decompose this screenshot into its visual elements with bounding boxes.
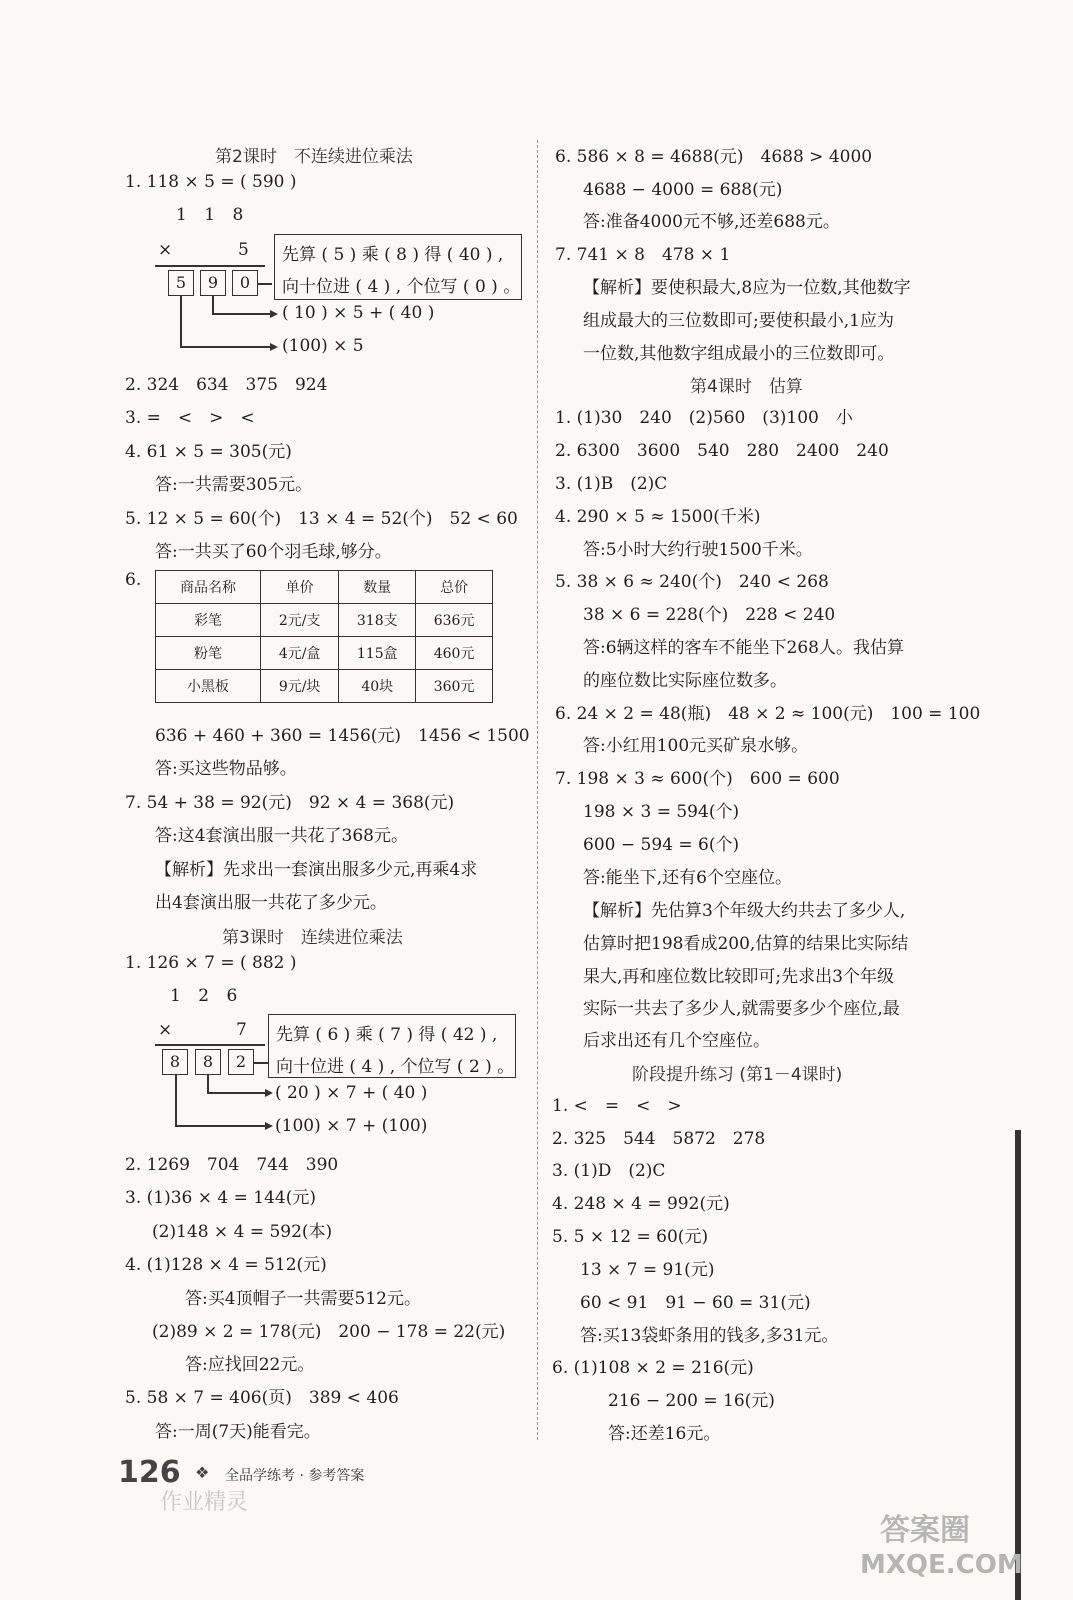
l2-q7-analysis-1: 【解析】先求出一套演出服多少元,再乘4求	[155, 860, 478, 880]
l2-arrow2-horizontal	[180, 346, 272, 348]
l2-box-line2: 向十位进 ( 4 ) , 个位写 ( 0 ) 。	[282, 277, 521, 297]
l2-arrow1-head	[270, 310, 278, 318]
table-cell: 2元/支	[260, 604, 338, 637]
s-q6: 6. (1)108 × 2 = 216(元)	[552, 1358, 754, 1378]
l3-arrow2-vertical	[175, 1075, 177, 1126]
l2-arrow2-label: (100) × 5	[282, 336, 364, 356]
l2-underline	[155, 265, 265, 267]
l4-q7-analysis-2: 估算时把198看成200,估算的结果比实际结	[583, 934, 909, 954]
s-q1: 1. < = < >	[552, 1096, 682, 1116]
l4-q7-calc2: 600 − 594 = 6(个)	[583, 835, 740, 855]
table-cell: 彩笔	[156, 604, 261, 637]
table-header-row	[156, 571, 493, 604]
l2-q7: 7. 54 + 38 = 92(元) 92 × 4 = 368(元)	[125, 793, 455, 813]
table-cell: 318支	[339, 604, 416, 637]
table-cell: 小黑板	[156, 670, 261, 703]
l3-q2: 2. 1269 704 744 390	[125, 1155, 339, 1175]
l2-q6-number: 6.	[125, 570, 142, 590]
l3-multiplier: 7	[236, 1020, 247, 1040]
l2-q5: 5. 12 × 5 = 60(个) 13 × 4 = 52(个) 52 < 60	[125, 509, 518, 529]
heading-lesson-4: 第4课时 估算	[690, 377, 803, 397]
l4-q5-answer-2: 的座位数比实际座位数多。	[583, 671, 787, 691]
l4-q4: 4. 290 × 5 ≈ 1500(千米)	[555, 507, 761, 527]
l2-q7-answer: 答:这4套演出服一共花了368元。	[155, 826, 408, 846]
l2-digits-top: 1 1 8	[176, 205, 250, 225]
l4-q5-answer-1: 答:6辆这样的客车不能坐下268人。我估算	[583, 638, 904, 658]
l2-q4-answer: 答:一共需要305元。	[155, 475, 313, 495]
l3-arrow2-horizontal	[175, 1125, 267, 1127]
l3-q5-answer: 答:一周(7天)能看完。	[155, 1422, 321, 1442]
heading-lesson-3: 第3课时 连续进位乘法	[222, 928, 403, 948]
page-number: 126	[118, 1455, 181, 1490]
l3-arrow1-label: ( 20 ) × 7 + ( 40 )	[275, 1083, 428, 1103]
s-q5: 5. 5 × 12 = 60(元)	[552, 1227, 709, 1247]
table-cell: 115盒	[339, 637, 416, 670]
heading-lesson-2: 第2课时 不连续进位乘法	[215, 147, 413, 167]
l2-q4: 4. 61 × 5 = 305(元)	[125, 442, 292, 462]
l3-q4-part2: (2)89 × 2 = 178(元) 200 − 178 = 22(元)	[152, 1322, 506, 1342]
table-cell: 9元/块	[260, 670, 338, 703]
l3-arrow2-label: (100) × 7 + (100)	[275, 1116, 428, 1136]
table-header-cell: 商品名称	[156, 571, 261, 604]
l2-digit-hundreds: 5	[168, 270, 194, 296]
l3-digits-top: 1 2 6	[170, 986, 244, 1006]
table-cell: 636元	[416, 604, 493, 637]
s-q6-calc: 216 − 200 = 16(元)	[608, 1391, 775, 1411]
s-q4: 4. 248 × 4 = 992(元)	[552, 1194, 730, 1214]
l3-q5: 5. 58 × 7 = 406(页) 389 < 406	[125, 1388, 399, 1408]
page-edge-shadow	[1015, 1130, 1021, 1600]
l4-q2: 2. 6300 3600 540 280 2400 240	[555, 441, 889, 461]
table-row	[156, 604, 493, 637]
l3-q4-part1: 4. (1)128 × 4 = 512(元)	[125, 1255, 327, 1275]
l2-q1: 1. 118 × 5 = ( 590 )	[125, 172, 297, 192]
book-label: 全品学练考 · 参考答案	[225, 1468, 365, 1484]
l4-q7-analysis-3: 果大,再和座位数比较即可;先求出3个年级	[583, 967, 894, 987]
l3-arrow1-horizontal	[207, 1092, 267, 1094]
table-cell: 40块	[339, 670, 416, 703]
l4-q5: 5. 38 × 6 ≈ 240(个) 240 < 268	[555, 572, 829, 592]
s-q2: 2. 325 544 5872 278	[552, 1129, 766, 1149]
l2-times-sign: ×	[158, 240, 173, 260]
table-row	[156, 670, 493, 703]
l2-q5-answer: 答:一共买了60个羽毛球,够分。	[155, 542, 392, 562]
diamond-icon: ❖	[195, 1463, 210, 1482]
l3-q3-part2: (2)148 × 4 = 592(本)	[152, 1222, 333, 1242]
l4-q7-calc1: 198 × 3 = 594(个)	[583, 802, 740, 822]
table-cell: 粉笔	[156, 637, 261, 670]
l2-connector	[258, 283, 272, 285]
r-q7-analysis-1: 【解析】要使积最大,8应为一位数,其他数字	[583, 278, 911, 298]
l3-box-line2: 向十位进 ( 4 ) , 个位写 ( 2 ) 。	[276, 1057, 515, 1077]
l3-box-line1: 先算 ( 6 ) 乘 ( 7 ) 得 ( 42 ) ,	[276, 1025, 498, 1045]
l4-q7-answer: 答:能坐下,还有6个空座位。	[583, 868, 792, 888]
l3-arrow2-head	[265, 1122, 273, 1130]
table-row	[156, 637, 493, 670]
watermark-logo: 答案圈	[880, 1513, 970, 1548]
l2-arrow1-horizontal	[212, 313, 272, 315]
l2-q6-answer: 答:买这些物品够。	[155, 759, 297, 779]
l4-q3: 3. (1)B (2)C	[555, 474, 668, 494]
l3-arrow1-vertical	[207, 1075, 209, 1093]
r-q7-analysis-2: 组成最大的三位数即可;要使积最小,1应为	[583, 311, 894, 331]
r-q6-calc: 4688 − 4000 = 688(元)	[583, 180, 783, 200]
table-cell: 460元	[416, 637, 493, 670]
r-q6-answer: 答:准备4000元不够,还差688元。	[583, 212, 840, 232]
l2-arrow2-vertical	[180, 296, 182, 347]
l4-q7-analysis-1: 【解析】先估算3个年级大约共去了多少人,	[583, 901, 906, 921]
l2-arrow2-head	[270, 343, 278, 351]
l4-q1: 1. (1)30 240 (2)560 (3)100 小	[555, 408, 853, 428]
l2-q7-analysis-2: 出4套演出服一共花了多少元。	[155, 893, 387, 913]
l4-q6-answer: 答:小红用100元买矿泉水够。	[583, 736, 809, 756]
r-q7: 7. 741 × 8 478 × 1	[555, 245, 731, 265]
s-q5-calc1: 13 × 7 = 91(元)	[580, 1260, 715, 1280]
l3-times-sign: ×	[158, 1020, 173, 1040]
l2-digit-tens: 9	[200, 270, 226, 296]
l2-digit-ones: 0	[232, 270, 258, 296]
goods-table	[155, 570, 493, 703]
table-header-cell: 数量	[339, 571, 416, 604]
l3-digit-ones: 2	[228, 1049, 254, 1075]
l3-arrow1-head	[265, 1089, 273, 1097]
l4-q4-answer: 答:5小时大约行驶1500千米。	[583, 540, 813, 560]
l3-q4-answer2: 答:应找回22元。	[185, 1355, 315, 1375]
l3-underline	[155, 1044, 265, 1046]
l2-q6-calc: 636 + 460 + 360 = 1456(元) 1456 < 1500	[155, 726, 530, 746]
s-q5-calc2: 60 < 91 91 − 60 = 31(元)	[580, 1293, 811, 1313]
l2-q2: 2. 324 634 375 924	[125, 375, 328, 395]
l3-digit-hundreds: 8	[162, 1049, 188, 1075]
l4-q7-analysis-5: 后求出还有几个空座位。	[583, 1031, 770, 1051]
table-header-cell: 总价	[416, 571, 493, 604]
heading-stage-practice: 阶段提升练习 (第1－4课时)	[632, 1065, 843, 1085]
l3-q3-part1: 3. (1)36 × 4 = 144(元)	[125, 1188, 316, 1208]
l4-q7: 7. 198 × 3 ≈ 600(个) 600 = 600	[555, 769, 840, 789]
l2-box-line1: 先算 ( 5 ) 乘 ( 8 ) 得 ( 40 ) ,	[282, 245, 504, 265]
l2-arrow1-vertical	[212, 296, 214, 314]
l4-q5-calc: 38 × 6 = 228(个) 228 < 240	[583, 605, 836, 625]
table-cell: 360元	[416, 670, 493, 703]
l3-q1: 1. 126 × 7 = ( 882 )	[125, 953, 297, 973]
l4-q6: 6. 24 × 2 = 48(瓶) 48 × 2 ≈ 100(元) 100 = 100	[555, 704, 981, 724]
l2-multiplier: 5	[238, 240, 249, 260]
s-q3: 3. (1)D (2)C	[552, 1161, 666, 1181]
l4-q7-analysis-4: 实际一共去了多少人,就需要多少个座位,最	[583, 999, 900, 1019]
table-header-cell: 单价	[260, 571, 338, 604]
l2-arrow1-label: ( 10 ) × 5 + ( 40 )	[282, 303, 435, 323]
l3-q4-answer1: 答:买4顶帽子一共需要512元。	[185, 1289, 421, 1309]
r-q7-analysis-3: 一位数,其他数字组成最小的三位数即可。	[583, 344, 895, 364]
s-q5-answer: 答:买13袋虾条用的钱多,多31元。	[580, 1326, 839, 1346]
watermark-logo: MXQE.COM	[860, 1550, 1023, 1580]
table-cell: 4元/盒	[260, 637, 338, 670]
l3-connector	[254, 1062, 268, 1064]
r-q6: 6. 586 × 8 = 4688(元) 4688 > 4000	[555, 147, 873, 167]
s-q6-answer: 答:还差16元。	[608, 1424, 721, 1444]
l2-q3: 3. = < > <	[125, 408, 255, 428]
column-divider	[537, 140, 538, 1440]
watermark-logo: 作业精灵	[160, 1490, 249, 1515]
l3-digit-tens: 8	[195, 1049, 221, 1075]
